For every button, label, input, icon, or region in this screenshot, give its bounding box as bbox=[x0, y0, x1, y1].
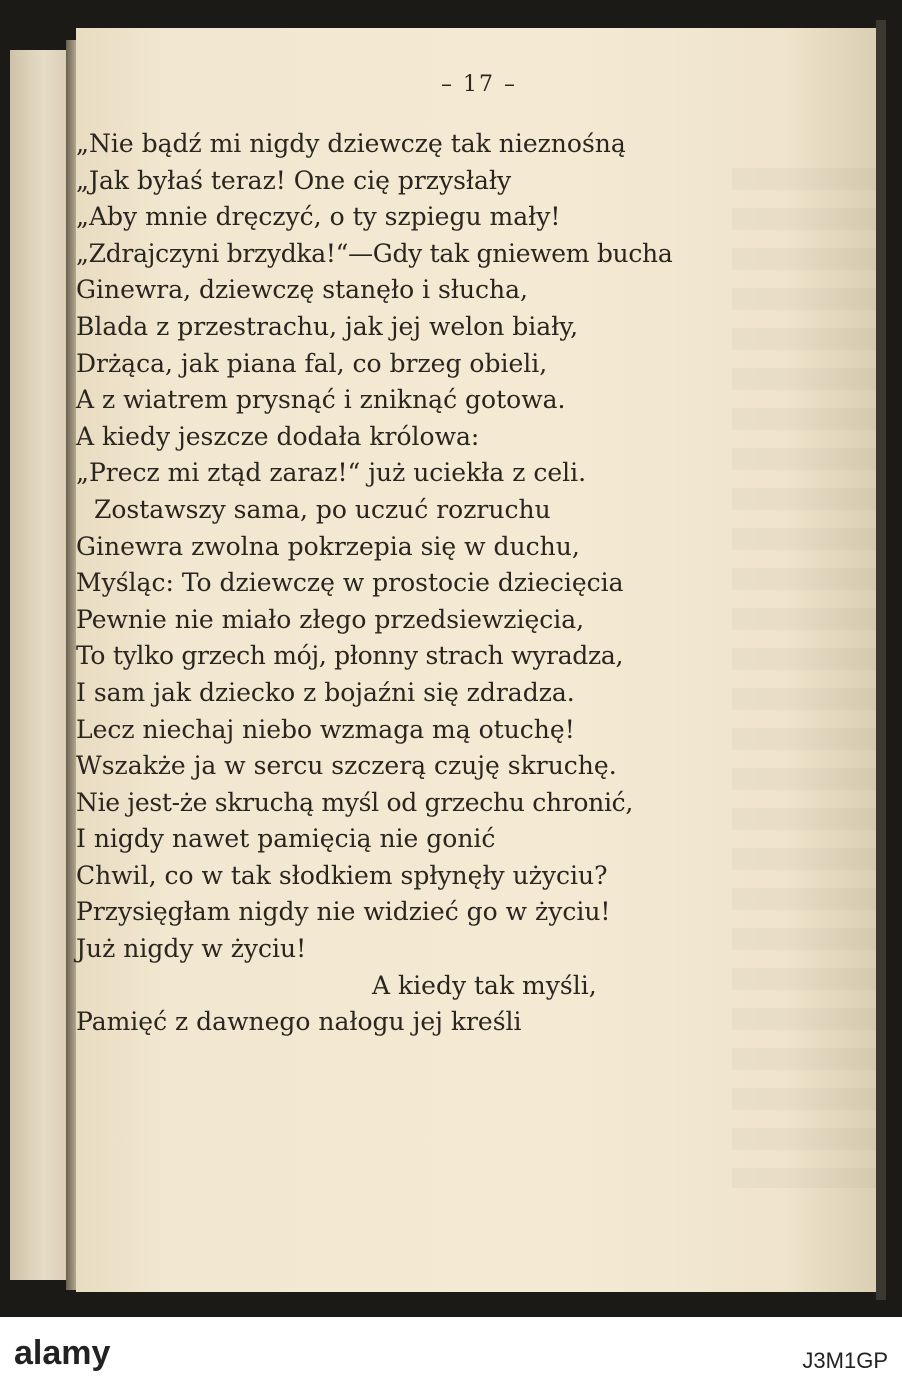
page-number: – 17 – bbox=[441, 72, 517, 97]
poem-line: „Precz mi ztąd zaraz!“ już uciekła z celi. bbox=[76, 458, 587, 488]
poem-line: A kiedy jeszcze dodała królowa: bbox=[76, 421, 480, 451]
book-page bbox=[76, 28, 882, 1292]
poem-line: Nie jest-że skruchą myśl od grzechu chronić, bbox=[76, 787, 634, 817]
poem-line: Ginewra zwolna pokrzepia się w duchu, bbox=[76, 531, 580, 561]
poem-line: Lecz niechaj niebo wzmaga mą otuchę! bbox=[76, 714, 575, 744]
poem-line: Pamięć z dawnego nałogu jej kreśli bbox=[76, 1007, 522, 1037]
poem-line: Drżąca, jak piana fal, co brzeg obieli, bbox=[76, 348, 548, 378]
poem-line: I nigdy nawet pamięcią nie gonić bbox=[76, 824, 496, 854]
poem-line: Pewnie nie miało złego przedsiewzięcia, bbox=[76, 604, 585, 634]
poem-line: Przysięgłam nigdy nie widzieć go w życiu! bbox=[76, 897, 611, 927]
poem-line: A kiedy tak myśli, bbox=[372, 970, 597, 1000]
right-page-edge bbox=[876, 20, 886, 1300]
poem-line: „Zdrajczyni brzydka!“—Gdy tak gniewem bucha bbox=[76, 238, 673, 268]
alamy-logo: alamy bbox=[14, 1334, 111, 1372]
poem-line: A z wiatrem prysnąć i zniknąć gotowa. bbox=[76, 385, 566, 415]
poem-line: I sam jak dziecko z bojaźni się zdradza. bbox=[76, 677, 575, 707]
poem-line: Ginewra, dziewczę stanęło i słucha, bbox=[76, 275, 529, 305]
left-page-edge bbox=[10, 50, 72, 1280]
poem-text bbox=[76, 126, 672, 1041]
poem-line: Chwil, co w tak słodkiem spłynęły użyciu? bbox=[76, 860, 608, 890]
poem-line: Już nigdy w życiu! bbox=[76, 934, 307, 964]
image-id-label: J3M1GP bbox=[802, 1348, 888, 1373]
poem-line: Myśląc: To dziewczę w prostocie dziecięcia bbox=[76, 568, 624, 598]
poem-line: „Jak byłaś teraz! One cię przysłały bbox=[76, 165, 512, 195]
poem-line: Zostawszy sama, po uczuć rozruchu bbox=[94, 494, 551, 524]
show-through-text bbox=[732, 168, 882, 1188]
watermark-strip bbox=[0, 1317, 902, 1390]
poem-line: To tylko grzech mój, płonny strach wyradza, bbox=[76, 641, 624, 671]
poem-line: „Nie bądź mi nigdy dziewczę tak nieznośną bbox=[76, 129, 626, 158]
poem-line: „Aby mnie dręczyć, o ty szpiegu mały! bbox=[76, 202, 561, 232]
poem-line: Blada z przestrachu, jak jej welon biały, bbox=[76, 311, 579, 341]
poem-line: Wszakże ja w sercu szczerą czuję skruchę. bbox=[76, 751, 617, 781]
